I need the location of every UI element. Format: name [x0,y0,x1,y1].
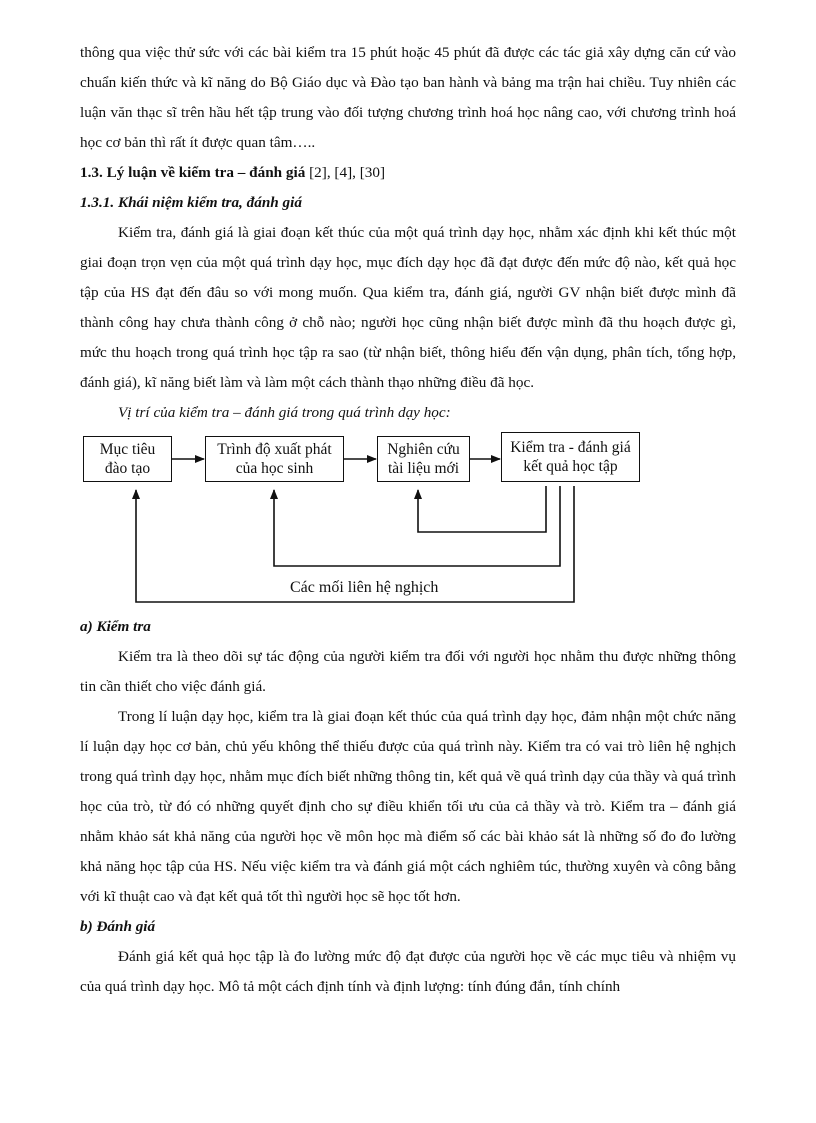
box-assessment-line1: Kiểm tra - đánh giá [510,439,631,456]
box-assessment-line2: kết quả học tập [523,458,618,475]
feedback-arrow-level [274,486,560,566]
box-new-material-line2: tài liệu mới [387,460,460,477]
subsection-heading: 1.3.1. Khái niệm kiểm tra, đánh giá [80,194,302,211]
part-a-paragraph-1: Kiểm tra là theo dõi sự tác động của người kiểm tra đối với người học nhằm thu được những thông tin cần thiết cho việc đánh giá. [80,648,736,695]
part-b-paragraph-1: Đánh giá kết quả học tập là đo lường mức độ đạt được của người học về các mục tiêu và nhiệm vụ của quá trình dạy học. Mô tả một cách định tính và định lượng: tính đúng đắn, tính chính [80,948,736,995]
box-training-goal [83,436,172,482]
box-training-goal-line2: đào tạo [104,460,151,477]
feedback-label: Các mối liên hệ nghịch [290,579,439,596]
feedback-arrow-study [418,486,546,532]
box-new-material [377,436,470,482]
box-starting-level-line1: Trình độ xuất phát [217,441,332,458]
part-a-paragraph-2: Trong lí luận dạy học, kiểm tra là giai đoạn kết thúc của quá trình dạy học, đảm nhận một chức năng lí luận dạy học cơ bản, chủ yếu không thể thiếu được của quá trình này. Kiểm tra có vai trò liên hệ nghịch trong quá trình dạy học, nhằm mục đích biết những thông tin, kết quả về quá trình dạy của thầy và quá trình học của trò, từ đó có những quyết định cho sự điều khiển tối ưu của cả thầy và trò. Kiểm tra – đánh giá nhằm khảo sát khả năng của người học về môn học mà điểm số các bài khảo sát là những số đo đo lường khả năng học tập của HS. Nếu việc kiểm tra và đánh giá một cách nghiêm túc, thường xuyên và công bằng với kĩ thuật cao và đạt kết quả tốt thì người học sẽ học tốt hơn. [80,708,736,905]
box-starting-level-line2: của học sinh [235,460,314,477]
section-heading-title: 1.3. Lý luận về kiểm tra – đánh giá [80,164,306,181]
part-b-heading: b) Đánh giá [80,918,156,935]
box-starting-level [205,436,344,482]
part-a-heading: a) Kiểm tra [80,618,151,635]
document-page [80,38,736,1002]
diagram-caption: Vị trí của kiểm tra – đánh giá trong quá trình dạy học: [118,404,451,421]
box-new-material-line1: Nghiên cứu [387,441,460,458]
box-assessment [501,432,640,482]
intro-paragraph: thông qua việc thử sức với các bài kiểm tra 15 phút hoặc 45 phút đã được các tác giả xây dựng căn cứ vào chuẩn kiến thức và kĩ năng do Bộ Giáo dục và Đào tạo ban hành và bảng ma trận hai chiều. Tuy nhiên các luận văn thạc sĩ trên hầu hết tập trung vào đối tượng chương trình hoá học nâng cao, với chương trình hoá học cơ bản thì rất ít được quan tâm….. [80,44,736,151]
section-heading-refs: [2], [4], [30] [305,164,386,181]
box-training-goal-line1: Mục tiêu [99,441,156,458]
section-heading [80,158,736,188]
teaching-process-diagram [80,432,736,612]
concept-paragraph: Kiểm tra, đánh giá là giai đoạn kết thúc của một quá trình dạy học, nhằm xác định khi kết thúc một giai đoạn trọn vẹn của một quá trình dạy học, mục đích dạy học đã đạt được đến mức độ nào, kết quả học tập của HS đạt đến đâu so với mong muốn. Qua kiểm tra, đánh giá, người GV nhận biết được mình đã thành công hay chưa thành công ở chỗ nào; người học cũng nhận biết được mình đã thu hoạch được gì, mức thu hoạch trong quá trình học tập ra sao (từ nhận biết, thông hiểu đến vận dụng, phân tích, tổng hợp, đánh giá), kĩ năng biết làm và làm một cách thành thạo những điều đã học. [80,224,736,391]
